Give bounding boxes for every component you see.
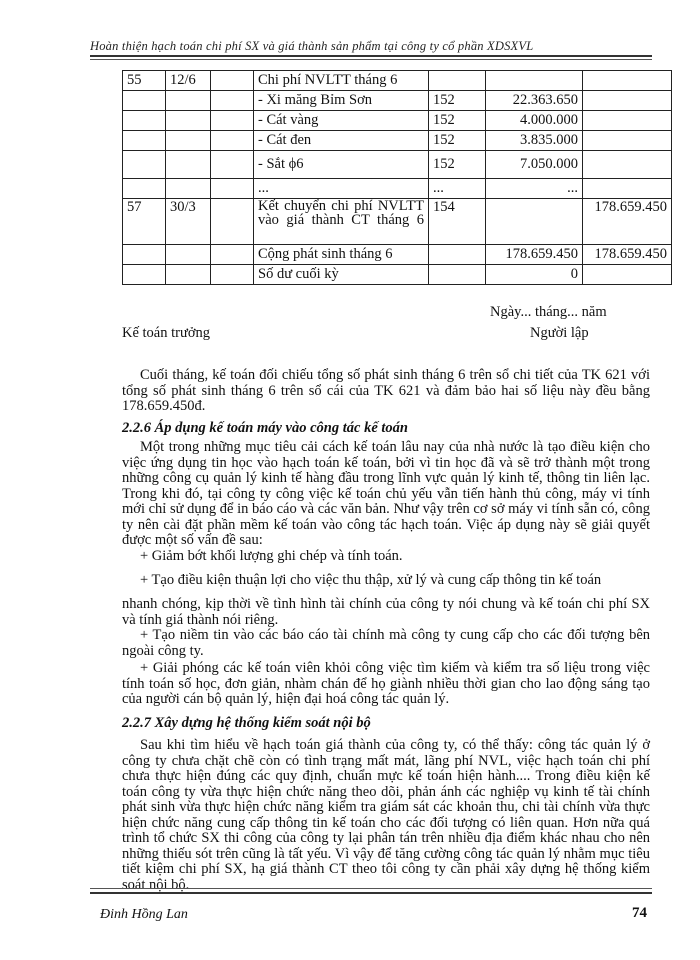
cell-debit: 7.050.000: [486, 151, 583, 179]
table-row: [123, 151, 672, 179]
cell-description: Chi phí NVLTT tháng 6: [254, 71, 429, 91]
cell-description: - Cát vàng: [254, 111, 429, 131]
cell-blank: [211, 151, 254, 179]
cell-date: [166, 131, 211, 151]
table-row: [123, 91, 672, 111]
cell-debit: [486, 199, 583, 245]
running-header: Hoàn thiện hạch toán chi phí SX và giá thành sản phẩm tại công ty cổ phần XDSXVL: [90, 39, 534, 53]
cell-credit: [583, 131, 672, 151]
cell-debit: 3.835.000: [486, 131, 583, 151]
cell-account: 152: [429, 151, 486, 179]
cell-account: 152: [429, 131, 486, 151]
cell-account: ...: [429, 179, 486, 199]
chief-accountant-label: Kế toán trưởng: [122, 325, 211, 341]
cell-entry-no: [123, 91, 166, 111]
bullet-info-support: + Tạo điều kiện thuận lợi cho việc thu thập, xử lý và cung cấp thông tin kế toán: [140, 572, 602, 588]
cell-blank: [211, 111, 254, 131]
cell-account: 152: [429, 111, 486, 131]
cell-account: 154: [429, 199, 486, 245]
cell-debit: 178.659.450: [486, 245, 583, 265]
cell-date: [166, 111, 211, 131]
cell-description: ...: [254, 179, 429, 199]
bullet-info-support-cont: nhanh chóng, kịp thời về tình hình tài chính của công ty nói chung và kế toán chi phí SX và tính giá thành nói riêng.: [122, 596, 650, 628]
cell-blank: [211, 245, 254, 265]
page-number: 74: [632, 905, 647, 921]
cell-description: - Cát đen: [254, 131, 429, 151]
cell-blank: [211, 131, 254, 151]
cell-blank: [211, 91, 254, 111]
bullet-free-accountants: + Giải phóng các kế toán viên khỏi công việc tìm kiếm và kiểm tra số liệu trong việc tính toán số học, đơn giản, nhàm chán để họ giành nhiều thời gian cho lao động sáng tạo của người cán bộ quản lý, hiện đại hoá công tác quản lý.: [122, 660, 650, 707]
cell-date: [166, 265, 211, 285]
ledger-table: [122, 70, 672, 285]
cell-credit: [583, 151, 672, 179]
cell-debit: [486, 71, 583, 91]
cell-blank: [211, 179, 254, 199]
cell-blank: [211, 265, 254, 285]
cell-description: Cộng phát sinh tháng 6: [254, 245, 429, 265]
cell-debit: 22.363.650: [486, 91, 583, 111]
cell-account: 152: [429, 91, 486, 111]
signature-date: Ngày... tháng... năm: [490, 304, 607, 320]
cell-credit: 178.659.450: [583, 199, 672, 245]
cell-entry-no: [123, 131, 166, 151]
cell-debit: 0: [486, 265, 583, 285]
cell-date: [166, 179, 211, 199]
table-row: [123, 265, 672, 285]
cell-entry-no: [123, 111, 166, 131]
cell-credit: [583, 71, 672, 91]
cell-entry-no: 57: [123, 199, 166, 245]
table-row: [123, 111, 672, 131]
bullet-trust-reports: + Tạo niềm tin vào các báo cáo tài chính mà công ty cung cấp cho các đối tượng bên ngoài công ty.: [122, 627, 650, 659]
cell-account: [429, 71, 486, 91]
footer-rule: [90, 892, 652, 894]
cell-blank: [211, 199, 254, 245]
cell-description: - Sắt ϕ6: [254, 151, 429, 179]
cell-debit: ...: [486, 179, 583, 199]
cell-credit: [583, 111, 672, 131]
cell-credit: [583, 91, 672, 111]
table-row: [123, 199, 672, 245]
header-rule-thin: [90, 59, 652, 60]
table-row: [123, 131, 672, 151]
paragraph-computer-accounting: Một trong những mục tiêu cải cách kế toán lâu nay của nhà nước là tạo điều kiện cho việc ứng dụng tin học vào hạch toán kế toán, bởi vì tin học đã và sẽ trở thành một trong những công cụ quản lý kinh tế hàng đầu trong lĩnh vực quản lý kinh tế, thông tin liên lạc. Trong khi đó, tại công ty công việc kế toán chủ yếu vẫn tiến hành thủ công, máy vi tính mới chỉ sử dụng để in báo cáo và các văn bản. Như vậy trên cơ sở máy vi tính sẵn có, công ty nên cài đặt phần mềm kế toán vào công tác hạch toán. Việc áp dụng này sẽ giải quyết được một số vấn đề sau:: [122, 439, 650, 548]
cell-credit: 178.659.450: [583, 245, 672, 265]
cell-entry-no: [123, 151, 166, 179]
cell-description: Kết chuyển chi phí NVLTT vào giá thành CT tháng 6: [254, 199, 429, 245]
cell-entry-no: [123, 265, 166, 285]
cell-date: 30/3: [166, 199, 211, 245]
prepared-by-label: Người lập: [530, 325, 589, 341]
cell-entry-no: 55: [123, 71, 166, 91]
header-rule: [90, 55, 652, 57]
cell-date: [166, 91, 211, 111]
author-name: Đinh Hồng Lan: [100, 907, 188, 922]
cell-description: - Xi măng Bỉm Sơn: [254, 91, 429, 111]
section-heading-2-2-7: 2.2.7 Xây dựng hệ thống kiểm soát nội bộ: [122, 715, 371, 731]
cell-date: [166, 151, 211, 179]
cell-blank: [211, 71, 254, 91]
cell-date: 12/6: [166, 71, 211, 91]
table-row: [123, 179, 672, 199]
paragraph-internal-control: Sau khi tìm hiểu về hạch toán giá thành của công ty, có thể thấy: công tác quản lý ở công ty chưa chặt chẽ còn có tình trạng mất mát, lãng phí NVL, việc hạch toán chi phí chưa thực hiện đúng các quy định, chuẩn mực kế toán hiện hành.... Trong điều kiện kế toán công ty vừa thực hiện chức năng theo dõi, phản ánh các nghiệp vụ kinh tế tài chính phát sinh vừa thực hiện chức năng kiểm tra giám sát các khoản thu, chi tài chính vừa thực hiện chức năng cung cấp thông tin kế toán cho các đối tượng có liên quan. Hơn nữa quá trình tổ chức SX thi công của công ty lại phân tán trên nhiều địa điểm khác nhau cho nên những thiếu sót trên cũng là tất yếu. Vì vậy để tăng cường công tác quản lý nhằm mục tiêu tiết kiệm chi phí SX, hạ giá thành CT theo tôi công ty cần phải xây dựng hệ thống kiểm soát nội bộ.: [122, 737, 650, 893]
paragraph-reconciliation: Cuối tháng, kế toán đối chiếu tổng số phát sinh tháng 6 trên sổ chi tiết của TK 621 với tổng số phát sinh tháng 6 trên sổ cái của TK 621 và đảm bảo hai số liệu này đều bằng 178.659.450đ.: [122, 367, 650, 414]
table-row: [123, 71, 672, 91]
cell-credit: [583, 179, 672, 199]
footer-rule-thin: [90, 888, 652, 889]
cell-account: [429, 265, 486, 285]
cell-entry-no: [123, 179, 166, 199]
cell-entry-no: [123, 245, 166, 265]
cell-date: [166, 245, 211, 265]
table-row: [123, 245, 672, 265]
section-heading-2-2-6: 2.2.6 Áp dụng kế toán máy vào công tác kế toán: [122, 420, 408, 436]
cell-credit: [583, 265, 672, 285]
cell-debit: 4.000.000: [486, 111, 583, 131]
cell-description: Số dư cuối kỳ: [254, 265, 429, 285]
cell-account: [429, 245, 486, 265]
bullet-reduce-workload: + Giảm bớt khối lượng ghi chép và tính toán.: [140, 548, 403, 564]
